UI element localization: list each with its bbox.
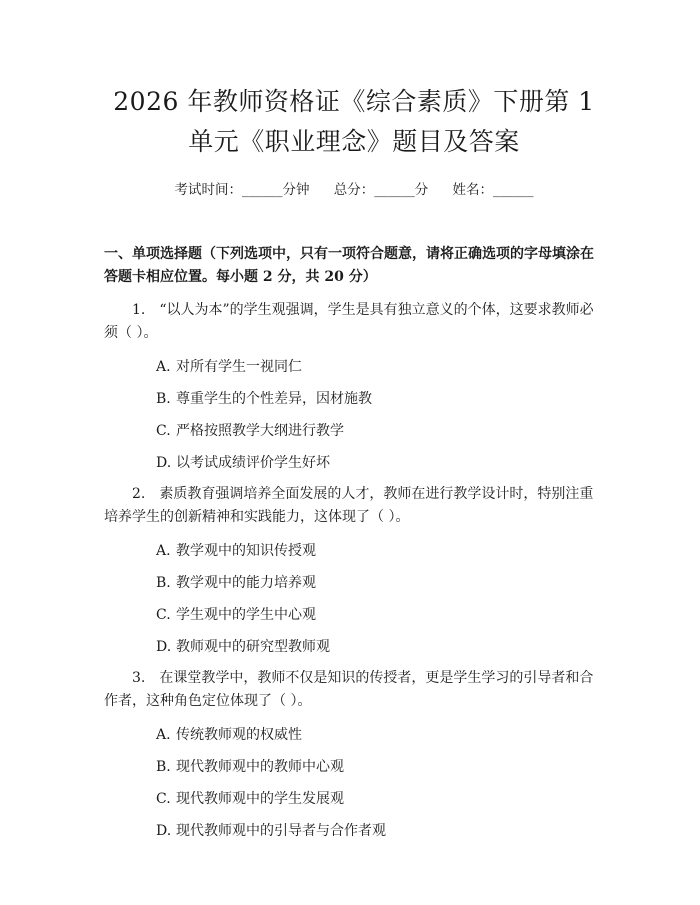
option-d [156,453,604,473]
option-text: 现代教师观中的引导者与合作者观 [176,823,386,839]
option-letter: B. [156,759,171,775]
option-a [156,725,604,745]
question-1 [104,299,604,473]
question-number: 3. [132,670,146,686]
question-text: 素质教育强调培养全面发展的人才，教师在进行教学设计时，特别注重培养学生的创新精神和实践能力，这体现了（ ）。 [104,486,594,525]
option-c [156,605,604,625]
option-b [156,757,604,777]
student-name-field: 姓名：______ [452,182,534,198]
option-c [156,421,604,441]
option-letter: D. [156,455,172,471]
question-text: “以人为本”的学生观强调，学生是具有独立意义的个体，这要求教师必须（ ）。 [104,302,594,341]
document-title: 2026 年教师资格证《综合素质》下册第 1 单元《职业理念》题目及答案 [113,87,595,156]
option-letter: D. [156,639,172,655]
option-text: 尊重学生的个性差异，因材施教 [176,391,372,407]
option-text: 以考试成绩评价学生好坏 [176,455,330,471]
question-3 [104,667,604,841]
question-stem [104,667,604,713]
option-text: 学生观中的学生中心观 [176,607,316,623]
section-heading: 一、单项选择题（下列选项中，只有一项符合题意，请将正确选项的字母填涂在答题卡相应位置。每小题 2 分，共 20 分） [104,246,594,285]
option-text: 教学观中的能力培养观 [176,575,316,591]
option-letter: C. [156,423,171,439]
option-letter: B. [156,575,171,591]
option-letter: A. [156,543,171,559]
option-letter: A. [156,359,171,375]
option-list [104,725,604,841]
option-text: 对所有学生一视同仁 [176,359,302,375]
question-2 [104,483,604,657]
option-d [156,821,604,841]
option-text: 教师观中的研究型教师观 [176,639,330,655]
option-text: 现代教师观中的教师中心观 [176,759,344,775]
option-c [156,789,604,809]
option-text: 传统教师观的权威性 [176,727,302,743]
option-list [104,357,604,473]
question-stem [104,483,604,529]
total-score-field: 总分：______分 [333,182,429,198]
option-a [156,357,604,377]
option-b [156,389,604,409]
option-letter: D. [156,823,172,839]
option-letter: C. [156,607,171,623]
option-d [156,637,604,657]
option-letter: A. [156,727,171,743]
option-text: 严格按照教学大纲进行教学 [176,423,344,439]
option-text: 教学观中的知识传授观 [176,543,316,559]
question-number: 1. [132,302,146,318]
question-text: 在课堂教学中，教师不仅是知识的传授者，更是学生学习的引导者和合作者，这种角色定位体现了（ ）。 [104,670,594,709]
exam-time-field: 考试时间：______分钟 [174,182,310,198]
exam-info-line [104,180,604,200]
option-letter: B. [156,391,171,407]
option-b [156,573,604,593]
option-text: 现代教师观中的学生发展观 [176,791,344,807]
option-a [156,541,604,561]
question-number: 2. [132,486,146,502]
option-letter: C. [156,791,171,807]
question-stem [104,299,604,345]
option-list [104,541,604,657]
